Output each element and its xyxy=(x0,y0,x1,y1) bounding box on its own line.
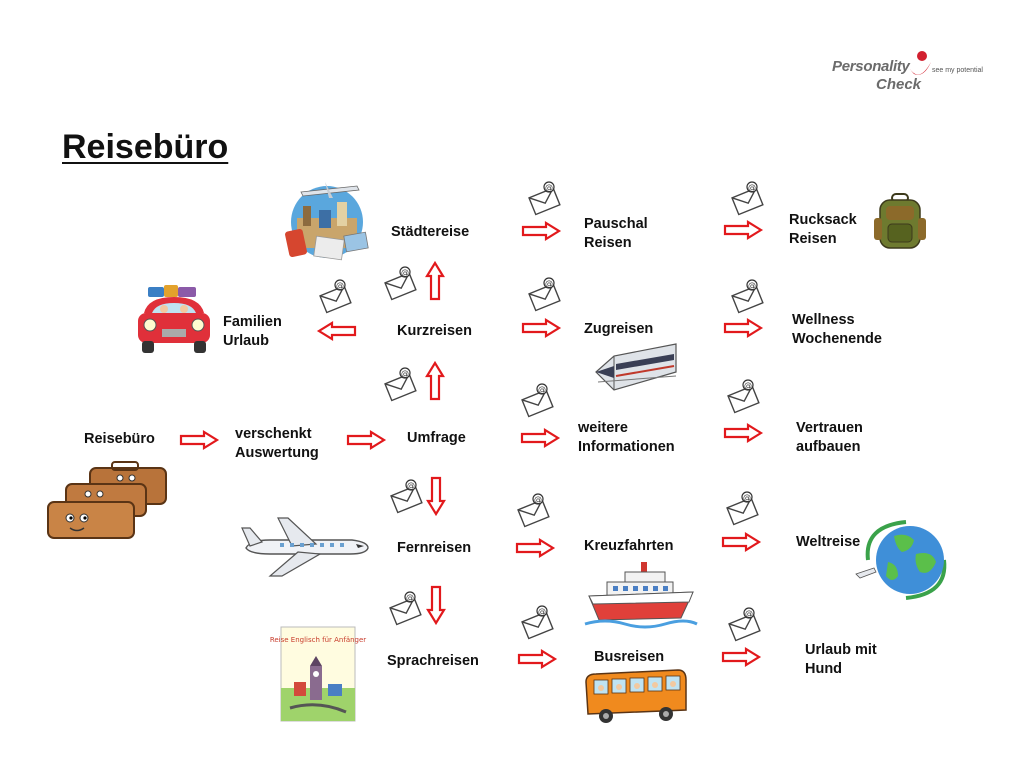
logo-line2: Check xyxy=(876,76,922,93)
svg-text:@: @ xyxy=(538,385,546,394)
node-familien-urlaub: Familien Urlaub xyxy=(223,314,282,349)
arrow-right xyxy=(518,650,556,668)
logo-line1: Personality xyxy=(832,58,910,75)
node-kurzreisen: Kurzreisen xyxy=(397,323,472,339)
svg-text:@: @ xyxy=(743,493,751,502)
book-icon xyxy=(269,626,367,722)
arrow-right xyxy=(180,431,218,449)
svg-text:@: @ xyxy=(401,268,409,277)
arrow-down xyxy=(427,477,445,515)
svg-text:@: @ xyxy=(744,381,752,390)
node-vertrauen-aufbauen: Vertrauen aufbauen xyxy=(796,420,863,455)
arrow-right xyxy=(722,648,760,666)
logo-tagline: see my potential xyxy=(932,67,983,74)
node-staedtereise: Städtereise xyxy=(391,224,470,240)
svg-text:@: @ xyxy=(538,607,546,616)
email-icon xyxy=(388,590,424,626)
svg-text:@: @ xyxy=(534,495,542,504)
arrow-right xyxy=(522,222,560,240)
ship-icon xyxy=(585,560,697,634)
email-icon xyxy=(520,382,556,418)
arrow-right xyxy=(521,429,559,447)
email-icon xyxy=(725,490,761,526)
email-icon xyxy=(318,278,354,314)
personality-check-logo xyxy=(828,50,988,98)
svg-text:@: @ xyxy=(748,281,756,290)
node-verschenkt-auswertung: verschenkt Auswertung xyxy=(235,426,319,461)
email-icon xyxy=(527,180,563,216)
email-icon xyxy=(726,378,762,414)
svg-text:@: @ xyxy=(745,609,753,618)
email-icon xyxy=(389,478,425,514)
svg-text:@: @ xyxy=(545,279,553,288)
svg-text:@: @ xyxy=(407,481,415,490)
arrow-right xyxy=(516,539,554,557)
svg-text:@: @ xyxy=(406,593,414,602)
svg-text:@: @ xyxy=(748,183,756,192)
node-fernreisen: Fernreisen xyxy=(397,540,472,556)
arrow-up xyxy=(426,262,444,300)
arrow-left xyxy=(318,322,356,340)
train-icon xyxy=(594,342,678,398)
svg-text:@: @ xyxy=(401,369,409,378)
node-busreisen: Busreisen xyxy=(594,649,665,665)
email-icon xyxy=(383,366,419,402)
suitcase-icon xyxy=(44,460,170,542)
svg-text:@: @ xyxy=(545,183,553,192)
node-umfrage: Umfrage xyxy=(407,430,466,446)
email-icon xyxy=(730,180,766,216)
node-weltreise: Weltreise xyxy=(796,534,861,550)
globe-icon xyxy=(854,514,958,606)
node-urlaub-mit-hund: Urlaub mit Hund xyxy=(805,642,877,677)
arrow-right xyxy=(722,533,760,551)
email-icon xyxy=(730,278,766,314)
email-icon xyxy=(527,276,563,312)
city-collage-icon xyxy=(279,178,374,263)
airplane-icon xyxy=(240,514,372,580)
page-title: Reisebüro xyxy=(62,128,229,166)
bus-icon xyxy=(582,668,688,726)
arrow-right xyxy=(724,424,762,442)
arrow-right xyxy=(347,431,385,449)
node-wellness-wochenende: Wellness Wochenende xyxy=(792,312,882,347)
arrow-down xyxy=(427,586,445,624)
backpack-icon xyxy=(874,192,926,252)
arrow-right xyxy=(724,319,762,337)
arrow-right xyxy=(724,221,762,239)
node-reisebuero: Reisebüro xyxy=(84,431,155,447)
car-icon xyxy=(134,283,214,359)
node-zugreisen: Zugreisen xyxy=(584,321,654,337)
node-rucksack-reisen: Rucksack Reisen xyxy=(789,212,857,247)
node-pauschal-reisen: Pauschal Reisen xyxy=(584,216,648,251)
node-kreuzfahrten: Kreuzfahrten xyxy=(584,538,674,554)
email-icon xyxy=(727,606,763,642)
book-cover-text: Reise Englisch für Anfänger xyxy=(269,636,367,644)
email-icon xyxy=(383,265,419,301)
arrow-up xyxy=(426,362,444,400)
svg-text:@: @ xyxy=(336,281,344,290)
node-weitere-informationen: weitere Informationen xyxy=(578,420,675,455)
email-icon xyxy=(520,604,556,640)
arrow-right xyxy=(522,319,560,337)
email-icon xyxy=(516,492,552,528)
node-sprachreisen: Sprachreisen xyxy=(387,653,479,669)
